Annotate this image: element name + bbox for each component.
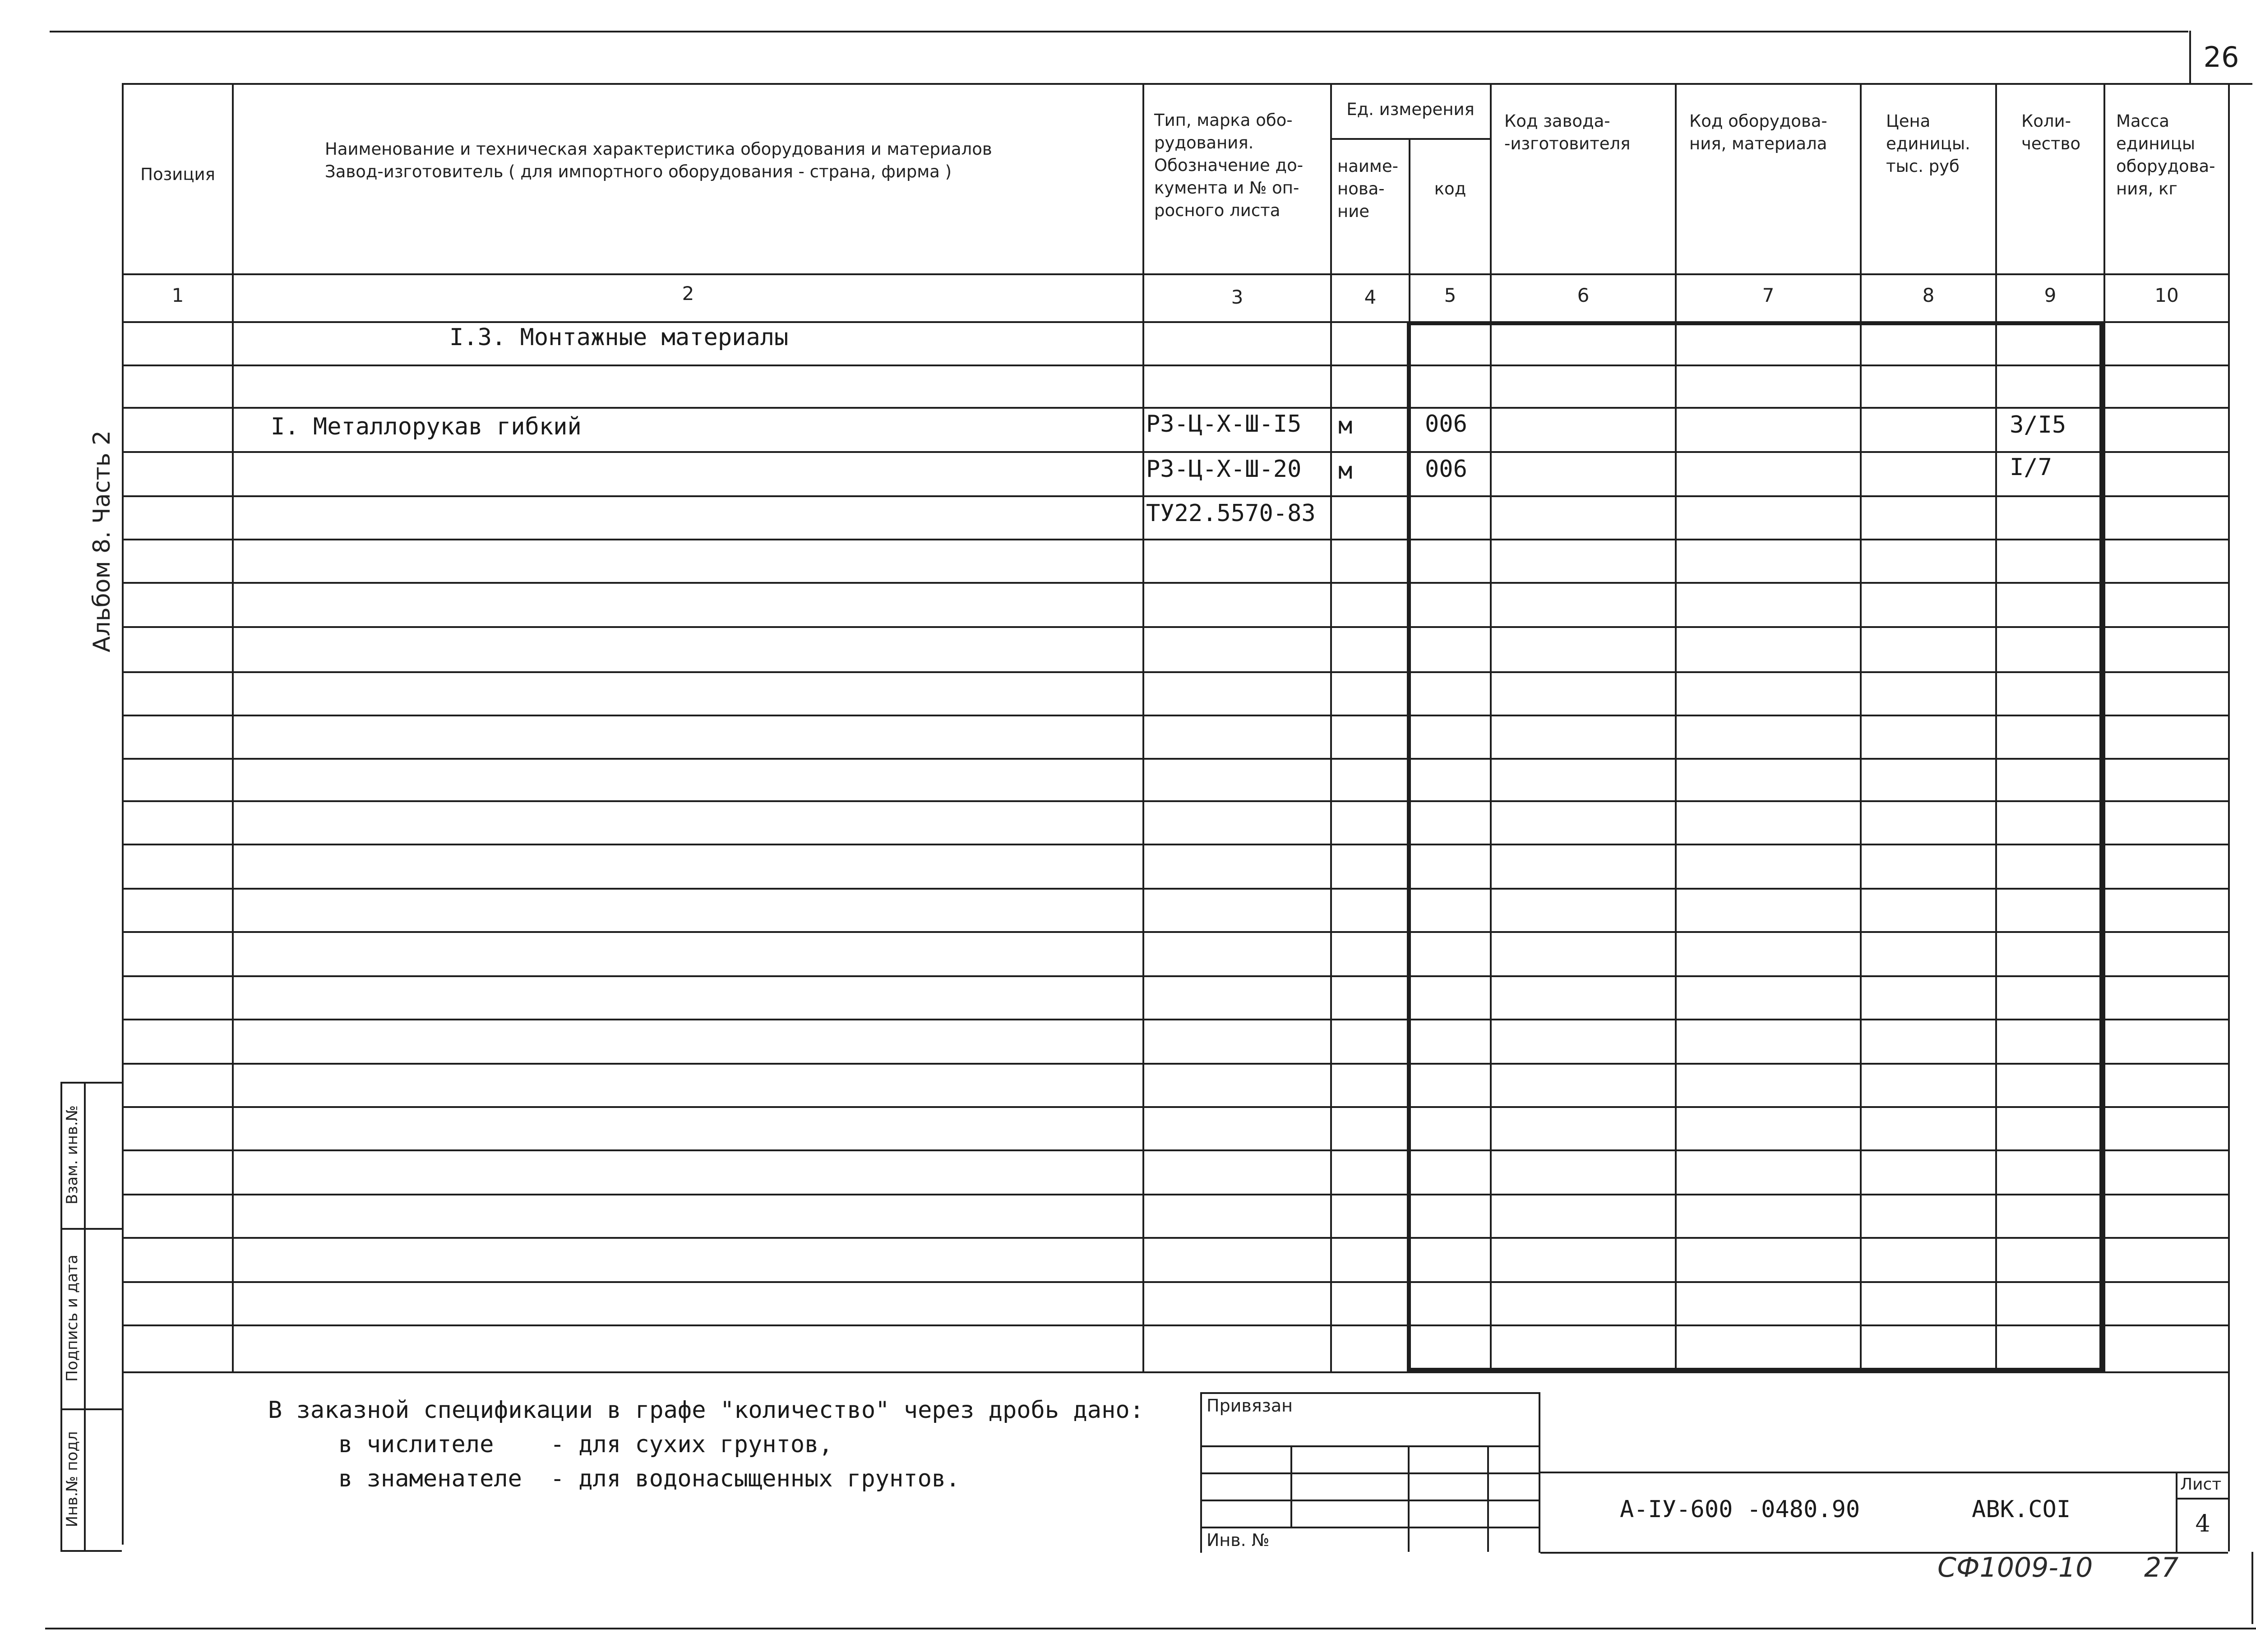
row-line [122,495,2228,497]
bold-box-right [2099,321,2103,1371]
row-line [122,715,2228,716]
item-name: I. Металлорукав гибкий [271,413,582,440]
item-type: РЗ-Ц-Х-Ш-20 [1146,456,1302,483]
row-line [122,407,2228,409]
table-right-border [2228,83,2230,1551]
stamp-row [1200,1500,1540,1501]
item-unit: м [1338,457,1353,485]
doc-code: А-IУ-600 -0480.90 [1620,1496,1860,1523]
row-line [122,1281,2228,1283]
row-line [122,1149,2228,1151]
col2-header: Наименование и техническая характеристика оборудования и материалов Завод-изготовитель ( для импортного оборудования - страна, фирма ) [325,139,992,181]
row-line [122,1063,2228,1065]
sheet-box-divider [2176,1498,2228,1500]
col3-header: Тип, марка обо- рудования. Обозначение до- кумента и № оп- росного листа [1154,111,1304,220]
col-number: 10 [2154,284,2179,306]
col-sep-7 [1860,83,1862,1371]
note-line-2: в числителе - для сухих грунтов, [338,1431,833,1458]
inv-number-label: Инв. № [1207,1530,1270,1550]
item-type: РЗ-Ц-Х-Ш-I5 [1146,411,1302,438]
item-qty: 3/I5 [2010,411,2066,438]
row-line [122,975,2228,977]
unit-group-divider [1330,138,1490,140]
stamp-row [1200,1472,1540,1474]
album-label: Альбом 8. Часть 2 [88,430,116,652]
row-line [122,888,2228,890]
sign-date-label: Подпись и дата [63,1255,81,1382]
col-number: 4 [1364,286,1377,308]
item-code: 006 [1425,456,1467,483]
row-line [122,671,2228,673]
col10-header: Масса единицы оборудова- ния, кг [2116,111,2215,198]
stamp-col [1408,1445,1410,1552]
col6-header: Код завода- -изготовителя [1504,111,1631,153]
page-number: 26 [2203,41,2239,74]
col-sep-9 [2103,83,2105,1371]
unit-group-header: Ед. измерения [1346,100,1475,119]
stamp-row [1200,1527,1540,1528]
header-bottom-line [122,273,2228,275]
replace-inv-label: Взам. инв.№ [63,1105,81,1205]
col-number: 1 [171,284,184,306]
col-sep-2 [1142,83,1144,1371]
col9-header: Коли- чество [2021,111,2080,153]
doc-section: АВК.СОI [1972,1496,2071,1523]
row-line [122,365,2228,366]
row-line [122,582,2228,584]
row-line [122,1324,2228,1326]
stamp-col [1487,1445,1489,1552]
bold-box-bottom [1407,1368,2103,1372]
col-number: 9 [2044,284,2057,306]
col-number: 5 [1444,284,1456,306]
col-number: 6 [1577,284,1590,306]
col-sep-5 [1490,83,1492,1371]
attached-label: Привязан [1207,1396,1293,1416]
inv-original-label: Инв.№ подл [63,1431,81,1527]
col8-header: Цена единицы. тыс. руб [1886,111,1970,176]
row-line [122,626,2228,628]
row-line [122,451,2228,453]
margin-stamp-bottom [60,1550,122,1552]
margin-stamp-sep [60,1408,122,1410]
sheet-label: Лист [2180,1475,2222,1494]
stamp-row [1200,1445,1540,1447]
doc-block-bottom [1540,1552,2228,1554]
col-number: 3 [1231,286,1244,308]
page-number-box-left [2189,31,2191,84]
row-line [122,1019,2228,1020]
col4-header: наиме- нова- ние [1337,157,1398,221]
col1-header: Позиция [140,165,215,184]
col7-header: Код оборудова- ния, материала [1689,111,1827,153]
row-line [122,1237,2228,1239]
stamp-col [1290,1445,1292,1527]
bold-box-top [1407,321,2103,325]
note-line-1: В заказной спецификации в графе "количество" через дробь дано: [268,1397,1144,1424]
col-number: 2 [682,282,694,305]
handwritten-page: 27 [2144,1552,2179,1583]
item-qty: I/7 [2010,454,2052,481]
col-sep-6 [1675,83,1677,1371]
sheet-number: 4 [2195,1510,2210,1537]
margin-stamp-divider [84,1082,86,1551]
right-edge-line [2251,1552,2253,1624]
note-line-3: в знаменателе - для водонасыщенных грунтов. [338,1465,960,1492]
item-spec: ТУ22.5570-83 [1146,500,1316,527]
row-line [122,931,2228,933]
bottom-border-line [45,1628,2256,1629]
col-sep-8 [1995,83,1997,1371]
doc-block-top [1540,1472,2228,1473]
item-unit: м [1338,412,1353,439]
col-number: 7 [1762,284,1775,306]
row-line [122,1106,2228,1108]
row-line [122,844,2228,845]
section-title: I.3. Монтажные материалы [449,324,789,351]
stamp-top [1200,1392,1540,1394]
table-top-border [122,83,2251,85]
col-number: 8 [1922,284,1935,306]
row-line [122,800,2228,802]
item-code: 006 [1425,411,1467,438]
col-sep-3 [1330,83,1332,1371]
col-sep-1 [232,83,234,1371]
row-line [122,1194,2228,1195]
col5-header: код [1434,179,1466,198]
top-border-line [50,31,2188,32]
row-line [122,539,2228,540]
handwritten-code: СФ1009-10 [1937,1552,2093,1583]
bold-box-left [1407,321,1411,1371]
row-line [122,758,2228,760]
